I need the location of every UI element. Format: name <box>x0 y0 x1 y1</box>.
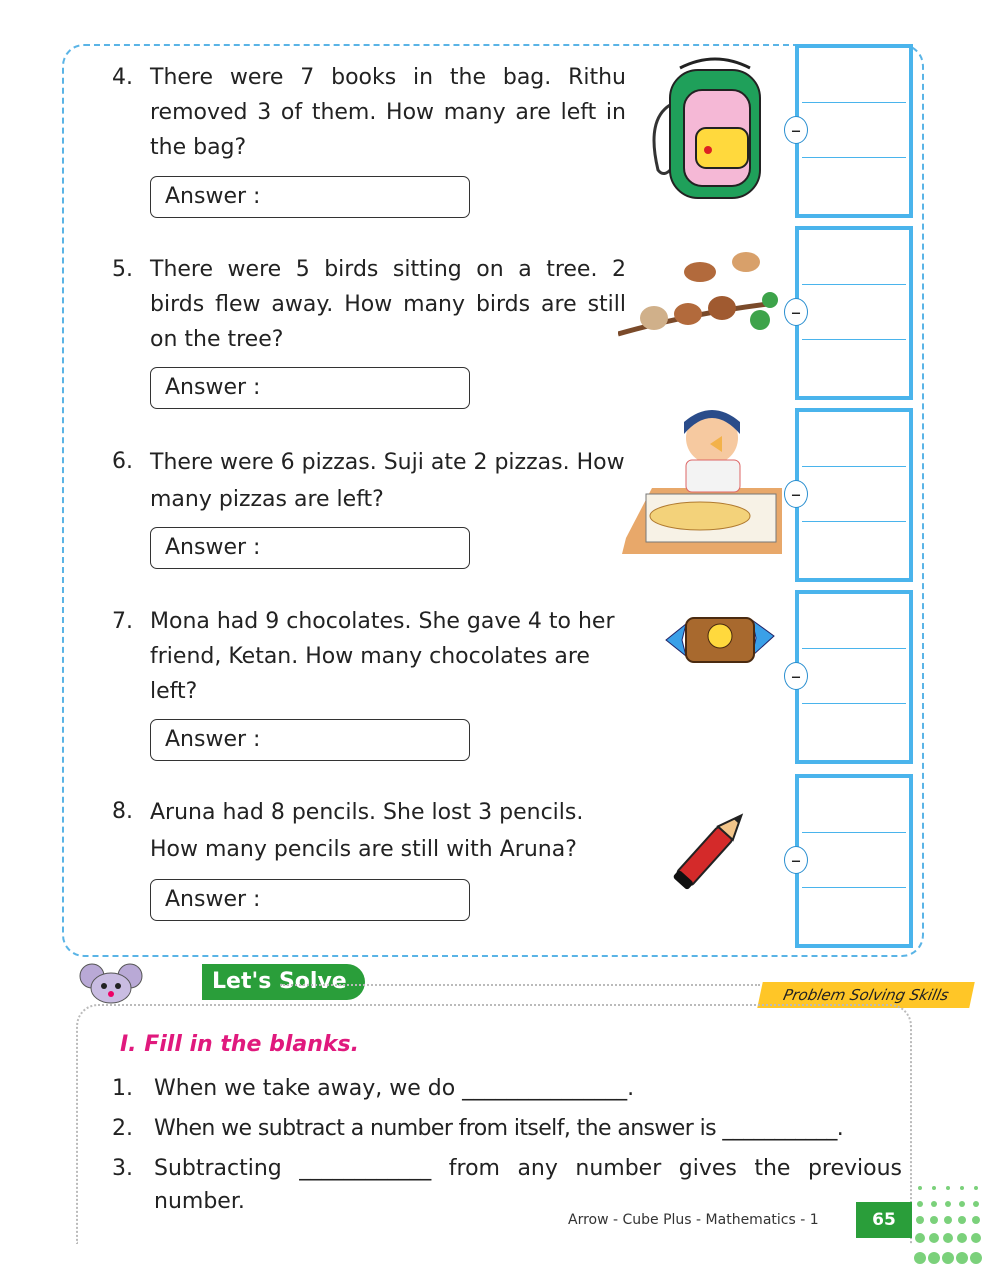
mouse-mascot-icon <box>76 962 146 1004</box>
problem-solving-tag: Problem Solving Skills <box>757 982 975 1008</box>
question-text: There were 5 birds sitting on a tree. 2 birds flew away. How many birds are still on the tree? <box>150 257 626 352</box>
girl-eating-pizza-icon <box>622 408 782 554</box>
digit-cell[interactable] <box>802 522 906 577</box>
item-text: When we subtract a number from itself, the answer is ___________. <box>154 1116 844 1141</box>
question-5 <box>112 252 630 362</box>
question-text: There were 6 pizzas. Suji ate 2 pizzas. How many pizzas are left? <box>150 450 625 512</box>
item-number: 1. <box>112 1076 133 1101</box>
digit-cell[interactable] <box>802 48 906 103</box>
digit-cell[interactable] <box>802 412 906 467</box>
minus-sign: – <box>784 480 808 508</box>
minus-sign: – <box>784 662 808 690</box>
question-8 <box>112 794 630 868</box>
digit-cell[interactable] <box>802 594 906 649</box>
school-bag-icon <box>650 50 778 210</box>
subtraction-column-7 <box>795 590 913 764</box>
question-text: Mona had 9 chocolates. She gave 4 to her friend, Ketan. How many chocolates are left? <box>150 609 615 704</box>
answer-box-4[interactable]: Answer : <box>150 176 470 218</box>
question-4 <box>112 60 630 180</box>
item-number: 2. <box>112 1116 133 1141</box>
question-number: 4. <box>112 65 133 90</box>
digit-cell[interactable] <box>802 649 906 704</box>
section-title: I. Fill in the blanks. <box>120 1032 360 1057</box>
digit-cell[interactable] <box>802 103 906 158</box>
question-number: 7. <box>112 609 133 634</box>
question-number: 6. <box>112 449 133 474</box>
digit-cell[interactable] <box>802 467 906 522</box>
red-pencil-icon <box>664 800 760 896</box>
digit-cell[interactable] <box>802 704 906 759</box>
answer-box-7[interactable]: Answer : <box>150 719 470 761</box>
question-7 <box>112 604 630 712</box>
digit-cell[interactable] <box>802 230 906 285</box>
digit-cell[interactable] <box>802 158 906 213</box>
question-text: There were 7 books in the bag. Rithu removed 3 of them. How many are left in the bag? <box>150 65 626 160</box>
book-title: Arrow - Cube Plus - Mathematics - 1 <box>568 1212 819 1228</box>
item-text: Subtracting ____________ from any number gives the previous number. <box>154 1156 902 1214</box>
minus-sign: – <box>784 298 808 326</box>
minus-sign: – <box>784 116 808 144</box>
page-number: 65 <box>856 1202 912 1238</box>
digit-cell[interactable] <box>802 833 906 888</box>
subtraction-column-4 <box>795 44 913 218</box>
question-6 <box>112 444 630 518</box>
digit-cell[interactable] <box>802 285 906 340</box>
item-text: When we take away, we do _______________. <box>154 1076 635 1101</box>
lets-solve-header <box>70 962 951 1004</box>
item-number: 3. <box>112 1156 133 1181</box>
minus-sign: – <box>784 846 808 874</box>
subtraction-column-8 <box>795 774 913 948</box>
birds-on-branch-icon <box>618 244 778 362</box>
decorative-dots <box>914 1180 988 1276</box>
answer-box-5[interactable]: Answer : <box>150 367 470 409</box>
chocolate-candy-icon <box>664 610 776 670</box>
answer-box-6[interactable]: Answer : <box>150 527 470 569</box>
digit-cell[interactable] <box>802 778 906 833</box>
question-number: 5. <box>112 257 133 282</box>
digit-cell[interactable] <box>802 340 906 395</box>
lets-solve-badge: Let's Solve <box>202 964 365 1000</box>
divider <box>280 984 760 986</box>
digit-cell[interactable] <box>802 888 906 943</box>
subtraction-column-6 <box>795 408 913 582</box>
question-text: Aruna had 8 pencils. She lost 3 pencils. How many pencils are still with Aruna? <box>150 800 584 862</box>
question-number: 8. <box>112 799 133 824</box>
subtraction-column-5 <box>795 226 913 400</box>
answer-box-8[interactable]: Answer : <box>150 879 470 921</box>
